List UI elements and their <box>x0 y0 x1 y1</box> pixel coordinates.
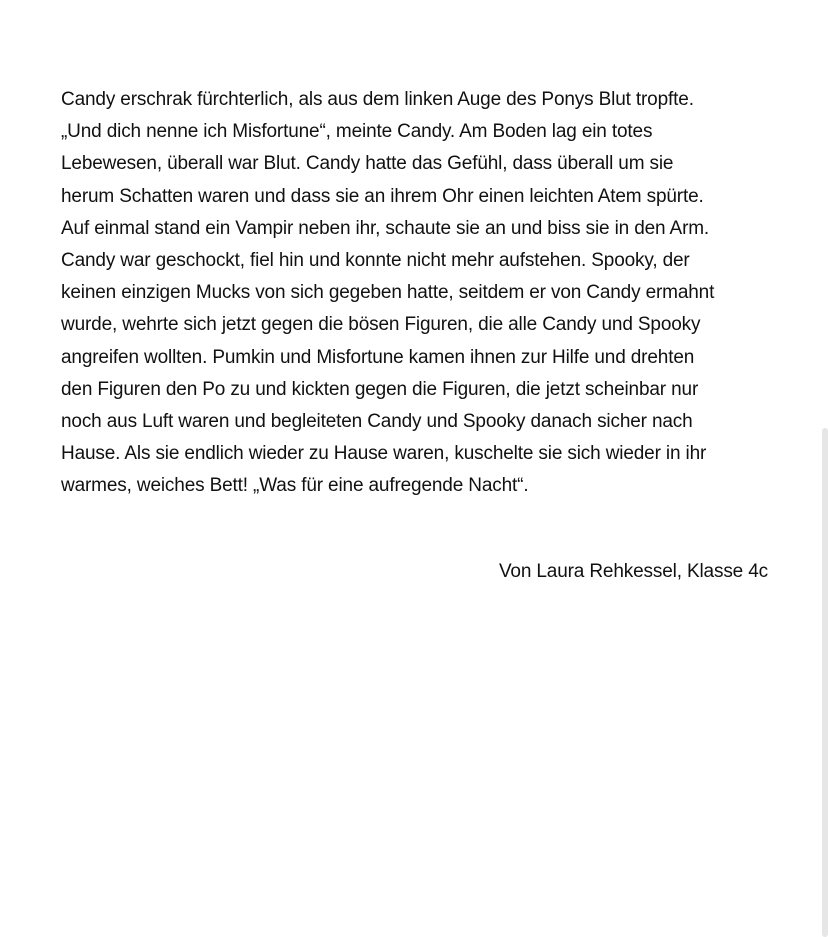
story-line: Candy war geschockt, fiel hin und konnte nicht mehr aufstehen. Spooky, der <box>61 250 690 272</box>
story-line: noch aus Luft waren und begleiteten Candy und Spooky danach sicher nach <box>61 411 693 433</box>
story-line: angreifen wollten. Pumkin und Misfortune kamen ihnen zur Hilfe und drehten <box>61 346 695 368</box>
story-line: keinen einzigen Mucks von sich gegeben hatte, seitdem er von Candy ermahnt <box>61 282 715 304</box>
story-line: Auf einmal stand ein Vampir neben ihr, schaute sie an und biss sie in den Arm. <box>61 217 710 239</box>
story-line: Lebewesen, überall war Blut. Candy hatte das Gefühl, dass überall um sie <box>61 153 674 175</box>
story-line: „Und dich nenne ich Misfortune“, meinte Candy. Am Boden lag ein totes <box>61 121 653 143</box>
story-paragraph <box>61 84 781 503</box>
story-line: Candy erschrak fürchterlich, als aus dem linken Auge des Ponys Blut tropfte. <box>61 89 694 110</box>
vertical-scrollbar[interactable] <box>822 428 828 937</box>
story-line: herum Schatten waren und dass sie an ihrem Ohr einen leichten Atem spürte. <box>61 185 704 207</box>
author-signature: Von Laura Rehkessel, Klasse 4c <box>498 561 768 582</box>
story-line: den Figuren den Po zu und kickten gegen die Figuren, die jetzt scheinbar nur <box>61 378 699 400</box>
story-line: Hause. Als sie endlich wieder zu Hause waren, kuschelte sie sich wieder in ihr <box>61 443 707 465</box>
story-line: warmes, weiches Bett! „Was für eine aufregende Nacht“. <box>61 475 529 497</box>
story-line: wurde, wehrte sich jetzt gegen die bösen Figuren, die alle Candy und Spooky <box>61 314 701 336</box>
